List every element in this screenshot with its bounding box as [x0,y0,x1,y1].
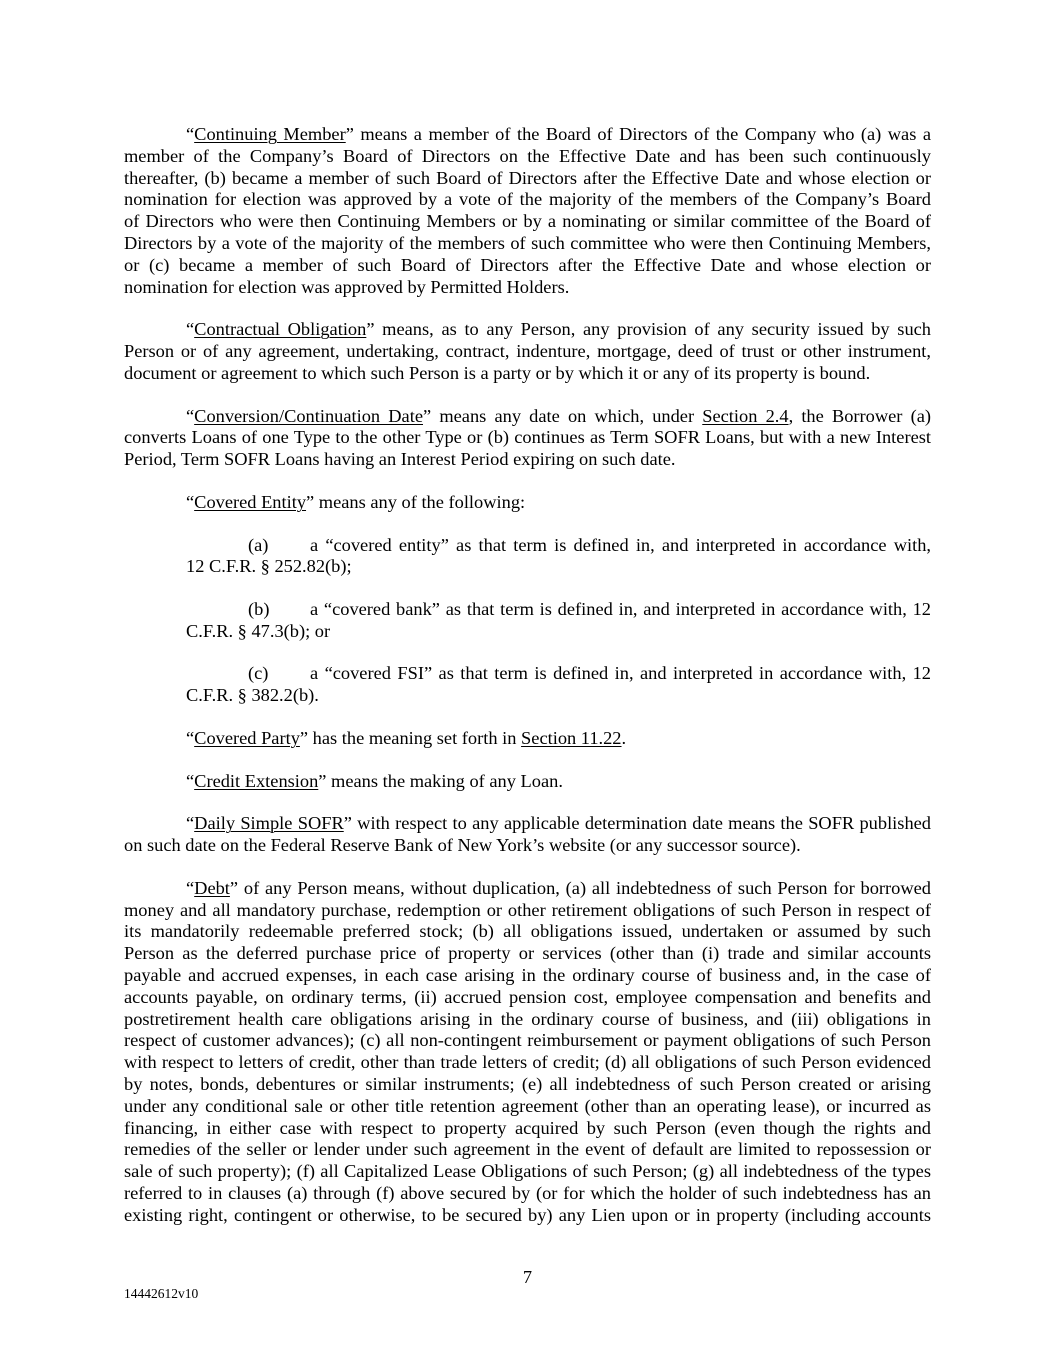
text-run: ” means, as to any Person, any provision of any security issued by such [366,319,932,340]
text-run: C.F.R. § 382.2(b). [186,685,319,706]
text-line [124,255,931,277]
text-line [124,1096,931,1118]
text-run: money and all mandatory purchase, redemption or other retirement obligations of such Person in respect of [124,899,931,920]
definition-paragraph [124,406,931,471]
definition-paragraph [124,124,931,298]
text-run: member of the Company’s Board of Directors on the Effective Date and has been such continuously [124,145,931,166]
text-run: “ [186,727,195,748]
text-line [124,1052,931,1074]
text-line [124,124,931,146]
definition-paragraph [124,771,931,793]
text-run: ” of any Person means, without duplication, (a) all indebtedness of such Person for borrowed [229,877,931,898]
text-run: payable and accrued expenses, in each case arising in the ordinary course of business and, in the case of [124,965,931,986]
definition-paragraph [124,813,931,857]
defined-term: Covered Entity [194,491,307,512]
text-run: ” has the meaning set forth in [299,727,522,748]
text-run: respect of customer advances); (c) all non-contingent reimbursement or payment obligations of such Person [124,1030,931,1051]
text-line [124,900,931,922]
section-reference: Section 11.22 [521,727,622,748]
text-run: on such date on the Federal Reserve Bank of New York’s website (or any successor source). [124,835,801,856]
text-line [124,211,931,233]
text-run: sale of such property); (f) all Capitalized Lease Obligations of such Person; (g) all indebtedness of the types [124,1161,931,1182]
definition-paragraph [124,728,931,750]
text-line [124,835,931,857]
clause-label: (c) [248,663,269,684]
text-line [186,556,931,578]
text-run: ” means any of the following: [306,491,526,512]
text-line [124,406,931,428]
text-line [124,878,931,900]
text-run: Person as the deferred purchase price of property or services (other than (i) trade and similar accounts [124,943,931,964]
text-line [124,189,931,211]
text-run: ” means the making of any Loan. [318,770,563,791]
text-line [124,492,931,514]
defined-term: Continuing Member [194,124,346,144]
section-reference: Section 2.4 [702,405,789,426]
text-run: “ [186,405,195,426]
text-run: thereafter, (b) became a member of such Board of Directors after the Effective Date and whose election or [124,167,931,188]
text-run: “ [186,319,195,340]
text-line [124,921,931,943]
text-run: financing, in either case with respect to property acquired by such Person (even though the rights and [124,1117,931,1138]
text-run: with respect to letters of credit, other than trade letters of credit; (d) all obligations of such Person evidenced [124,1052,931,1073]
text-line [124,319,931,341]
text-line [124,1183,931,1205]
text-line [124,277,931,299]
text-run: “ [186,491,195,512]
defined-term: Covered Party [194,727,300,748]
defined-term: Credit Extension [194,770,319,791]
sub-clause [186,663,931,707]
text-run: nomination for election was approved by Permitted Holders. [124,276,570,297]
defined-term: Conversion/Continuation Date [194,405,423,426]
definition-paragraph [124,492,931,514]
text-run: of Directors who were then Continuing Members or by a nominating or similar committee of the Board of [124,211,931,232]
text-run: a “covered bank” as that term is defined in, and interpreted in accordance with, 12 [310,599,931,619]
text-line [124,146,931,168]
definitions-body [124,124,931,1247]
text-run: ” means a member of the Board of Directors of the Company who (a) was a [345,124,931,144]
text-run: . [621,727,627,748]
text-run: remedies of the seller or lender under such agreement in the event of default are limited to repossession or [124,1139,931,1160]
text-line [124,449,931,471]
text-run: nomination for election was approved by a vote of the majority of the members of the Company’s Board [124,189,931,210]
defined-term: Daily Simple SOFR [194,813,344,834]
text-line [124,987,931,1009]
defined-term: Contractual Obligation [194,319,367,340]
text-line [124,965,931,987]
text-run: under any conditional sale or other title retention agreement (other than an operating lease), or incurred as [124,1095,931,1116]
text-run: document or agreement to which such Person is a party or by which it or any of its property is bound. [124,362,871,383]
text-run: “ [186,770,195,791]
text-run: a “covered entity” as that term is defined in, and interpreted in accordance with, [310,534,931,555]
text-run: a “covered FSI” as that term is defined in, and interpreted in accordance with, 12 [310,663,931,684]
text-run: referred to in clauses (a) through (f) above secured by (or for which the holder of such indebtedness has an [124,1182,931,1203]
text-run: , the Borrower (a) [788,405,931,426]
text-line [124,427,931,449]
text-run: Period, Term SOFR Loans having an Interest Period expiring on such date. [124,449,676,470]
page-number: 7 [522,1267,533,1287]
text-line [124,1030,931,1052]
text-run: ” means any date on which, under [423,405,703,426]
text-line [186,599,931,621]
text-run: by notes, bonds, debentures or similar instruments; (e) all indebtedness of such Person created or arising [124,1074,931,1094]
clause-label: (b) [248,599,270,619]
text-line [186,621,931,643]
text-run: existing right, contingent or otherwise, to be secured by) any Lien upon or in property (including accounts [124,1204,931,1225]
sub-clause [186,535,931,579]
definition-paragraph [124,319,931,384]
text-line [186,685,931,707]
text-line [186,535,931,557]
text-line [124,1139,931,1161]
text-line [124,943,931,965]
text-line [124,363,931,385]
text-line [124,1009,931,1031]
text-run: 12 C.F.R. § 252.82(b); [186,556,352,577]
text-run: or (c) became a member of such Board of Directors after the Effective Date and whose election or [124,254,931,275]
text-run: “ [186,877,195,898]
text-line [124,1118,931,1140]
text-run: Directors by a vote of the majority of the members of such committee who were then Continuing Members, [124,232,931,253]
text-line [124,1205,931,1227]
text-run: C.F.R. § 47.3(b); or [186,620,331,641]
text-line [124,1074,931,1096]
text-run: its mandatorily redeemable preferred stock; (b) all obligations issued, undertaken or assumed by such [124,921,931,942]
text-line [124,168,931,190]
text-line [124,771,931,793]
sub-clause [186,599,931,643]
document-id: 14442612v10 [124,1286,199,1301]
text-line [186,663,931,685]
text-run: ” with respect to any applicable determination date means the SOFR published [343,813,932,834]
text-run: “ [186,124,195,144]
text-line [124,813,931,835]
text-line [124,728,931,750]
defined-term: Debt [194,877,230,898]
text-run: postretirement health care obligations arising in the ordinary course of business, and (iii) obligations in [124,1008,931,1029]
text-line [124,233,931,255]
text-run: accounts payable, on ordinary terms, (ii) accrued pension cost, employee compensation and benefits and [124,986,931,1007]
clause-label: (a) [248,534,269,555]
text-line [124,341,931,363]
text-run: converts Loans of one Type to the other Type or (b) continues as Term SOFR Loans, but with a new Interest [124,427,931,448]
text-line [124,1161,931,1183]
text-run: Person or of any agreement, undertaking, contract, indenture, mortgage, deed of trust or other instrument, [124,341,931,362]
text-run: “ [186,813,195,834]
definition-paragraph [124,878,931,1227]
